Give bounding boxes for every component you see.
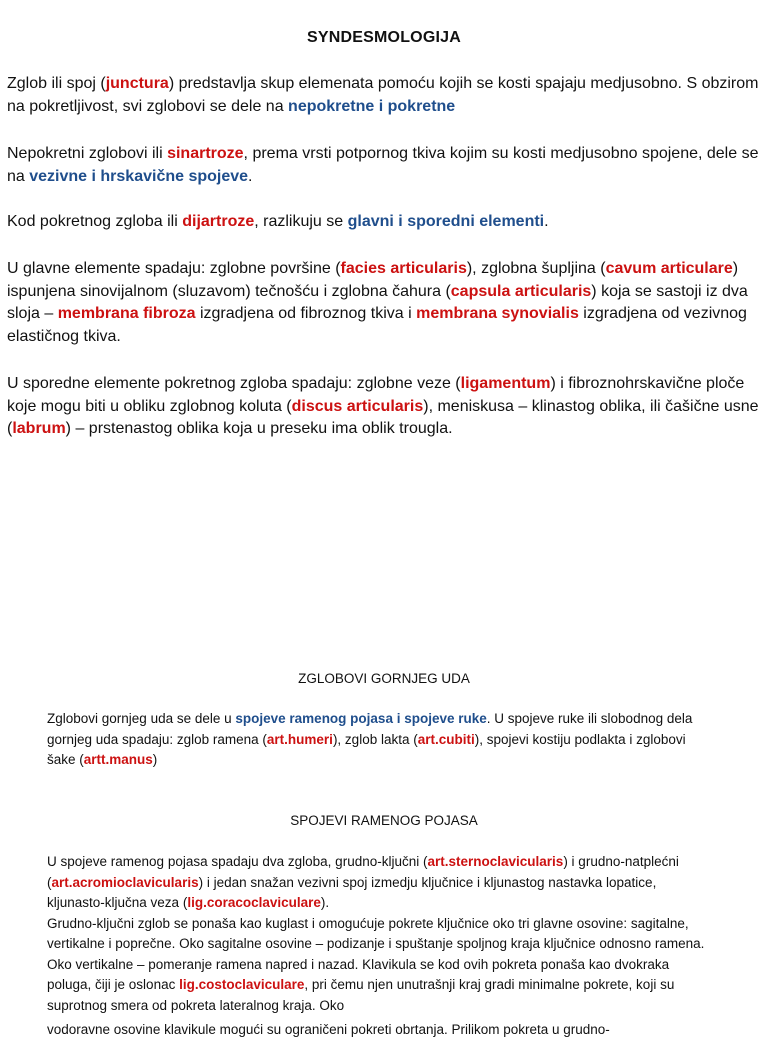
text: , pri čemu njen unutrašnji kraj gradi minimalne pokrete, koji su suprotnog smera od pokreta lateralnog kraja. Oko — [47, 977, 675, 1013]
text: ) i fibroznohrskavične ploče koje mogu biti u obliku zglobnog koluta ( — [7, 375, 745, 415]
text: . — [248, 167, 253, 185]
term-art-sternoclavicularis: art.sternoclavicularis — [427, 854, 564, 869]
text: , prema vrsti potpornog tkiva kojim su kosti medjusobno spojene, dele se na — [7, 145, 759, 185]
text: . — [544, 213, 549, 230]
term-labrum: labrum — [12, 420, 66, 437]
term-discus-articularis: discus articularis — [291, 397, 424, 415]
text: U sporedne elemente pokretnog zgloba spadaju: zglobne veze ( — [7, 375, 461, 392]
term-junctura: junctura — [105, 75, 169, 92]
text: U glavne elemente spadaju: zglobne površine ( — [7, 260, 341, 277]
paragraph-dijartroze — [7, 211, 765, 234]
text: ) i grudno-natplećni ( — [47, 854, 679, 890]
text: Nepokretni zglobovi ili — [7, 145, 168, 162]
term-spojevi-pojasa-ruke: spojeve ramenog pojasa i spojeve ruke — [235, 711, 487, 726]
paragraph-sinartroze — [7, 143, 765, 188]
term-ligamentum: ligamentum — [460, 375, 551, 392]
text: ). — [320, 895, 330, 910]
text: Zglob ili spoj ( — [7, 75, 106, 92]
text: izgradjena od fibroznog tkiva i — [195, 305, 417, 322]
term-sinartroze: sinartroze — [167, 145, 244, 162]
section-title-rameni-pojas: SPOJEVI RAMENOG POJASA — [290, 813, 478, 828]
term-art-acromioclavicularis: art.acromioclavicularis — [51, 874, 199, 890]
term-facies-articularis: facies articularis — [340, 260, 467, 277]
term-lig-coracoclaviculare: lig.coracoclaviculare — [187, 895, 321, 910]
paragraph-junctura — [7, 73, 765, 118]
text: U spojeve ramenog pojasa spadaju dva zgloba, grudno-ključni ( — [47, 854, 428, 869]
term-membrana-fibroza: membrana fibroza — [57, 305, 196, 322]
text: Kod pokretnog zgloba ili — [7, 213, 183, 230]
text: ) koja se sastoji iz dva sloja – — [7, 282, 748, 322]
text: ), zglob lakta ( — [332, 731, 418, 747]
text: ), zglobna šupljina ( — [466, 260, 606, 277]
text: izgradjena od vezivnog elastičnog tkiva. — [7, 305, 747, 345]
text: Zglobovi gornjeg uda se dele u — [47, 711, 236, 726]
text: . U spojeve ruke ili slobodnog dela gornjeg uda spadaju: zglob ramena ( — [47, 711, 693, 747]
term-dijartroze: dijartroze — [182, 213, 255, 230]
term-membrana-synovialis: membrana synovialis — [416, 305, 579, 322]
term-vezivne-hrskavicne: vezivne i hrskavične spojeve — [29, 167, 249, 185]
text: ) predstavlja skup elemenata pomoću kojih se kosti spajaju medjusobno. S obzirom na pokretljivost, svi zglobovi se dele na — [7, 75, 759, 115]
term-capsula-articularis: capsula articularis — [450, 282, 592, 300]
term-art-cubiti: art.cubiti — [417, 731, 475, 747]
term-cavum-articulare: cavum articulare — [605, 260, 733, 277]
paragraph-sporedni-elementi — [7, 373, 765, 441]
paragraph-gornji-ud — [47, 709, 717, 771]
text: ) ispunjena sinovijalnom (sluzavom) tečnošću i zglobna čahura ( — [7, 260, 739, 300]
cut-off-line: vodoravne osovine klavikule mogući su ograničeni pokreti obrtanja. Prilikom pokreta u grudno- — [47, 1022, 610, 1037]
text: , razlikuju se — [254, 213, 348, 230]
text: ), spojevi kostiju podlakta i zglobovi šake ( — [47, 731, 686, 767]
term-lig-costoclaviculare: lig.costoclaviculare — [179, 977, 305, 992]
text: ) i jedan snažan vezivni spoj izmedju ključnice i kljunastog nastavka lopatice, kljunasto-ključna veza ( — [47, 874, 657, 910]
term-nepokretne-pokretne: nepokretne i pokretne — [288, 97, 456, 115]
term-artt-manus: artt.manus — [83, 752, 153, 767]
term-glavni-sporedni: glavni i sporedni elementi — [347, 213, 545, 230]
paragraph-glavni-elementi — [7, 258, 765, 348]
text: ) – prstenastog oblika koja u preseku ima oblik trougla. — [65, 420, 453, 437]
text: ) — [152, 752, 158, 767]
document-title: SYNDESMOLOGIJA — [307, 29, 461, 46]
paragraph-rameni-pojas — [47, 852, 717, 1016]
text: Grudno-ključni zglob se ponaša kao kuglast i omogućuje pokrete ključnice oko tri glavne osovine: sagitalne, vertikalne i poprečne. Oko sagitalne osovine – podizanje i spuštanje spoljnog kraja ključnice odnosno ramena. Oko vertikalne – pomeranje ramena napred i nazad. Klavikula se kod ovih pokreta ponaša kao dvokraka poluga, čiji je oslonac — [47, 915, 705, 992]
term-art-humeri: art.humeri — [266, 731, 333, 747]
text: ), meniskusa – klinastog oblika, ili čašične usne ( — [7, 397, 759, 437]
section-title-gornji-ud: ZGLOBOVI GORNJEG UDA — [298, 671, 470, 686]
